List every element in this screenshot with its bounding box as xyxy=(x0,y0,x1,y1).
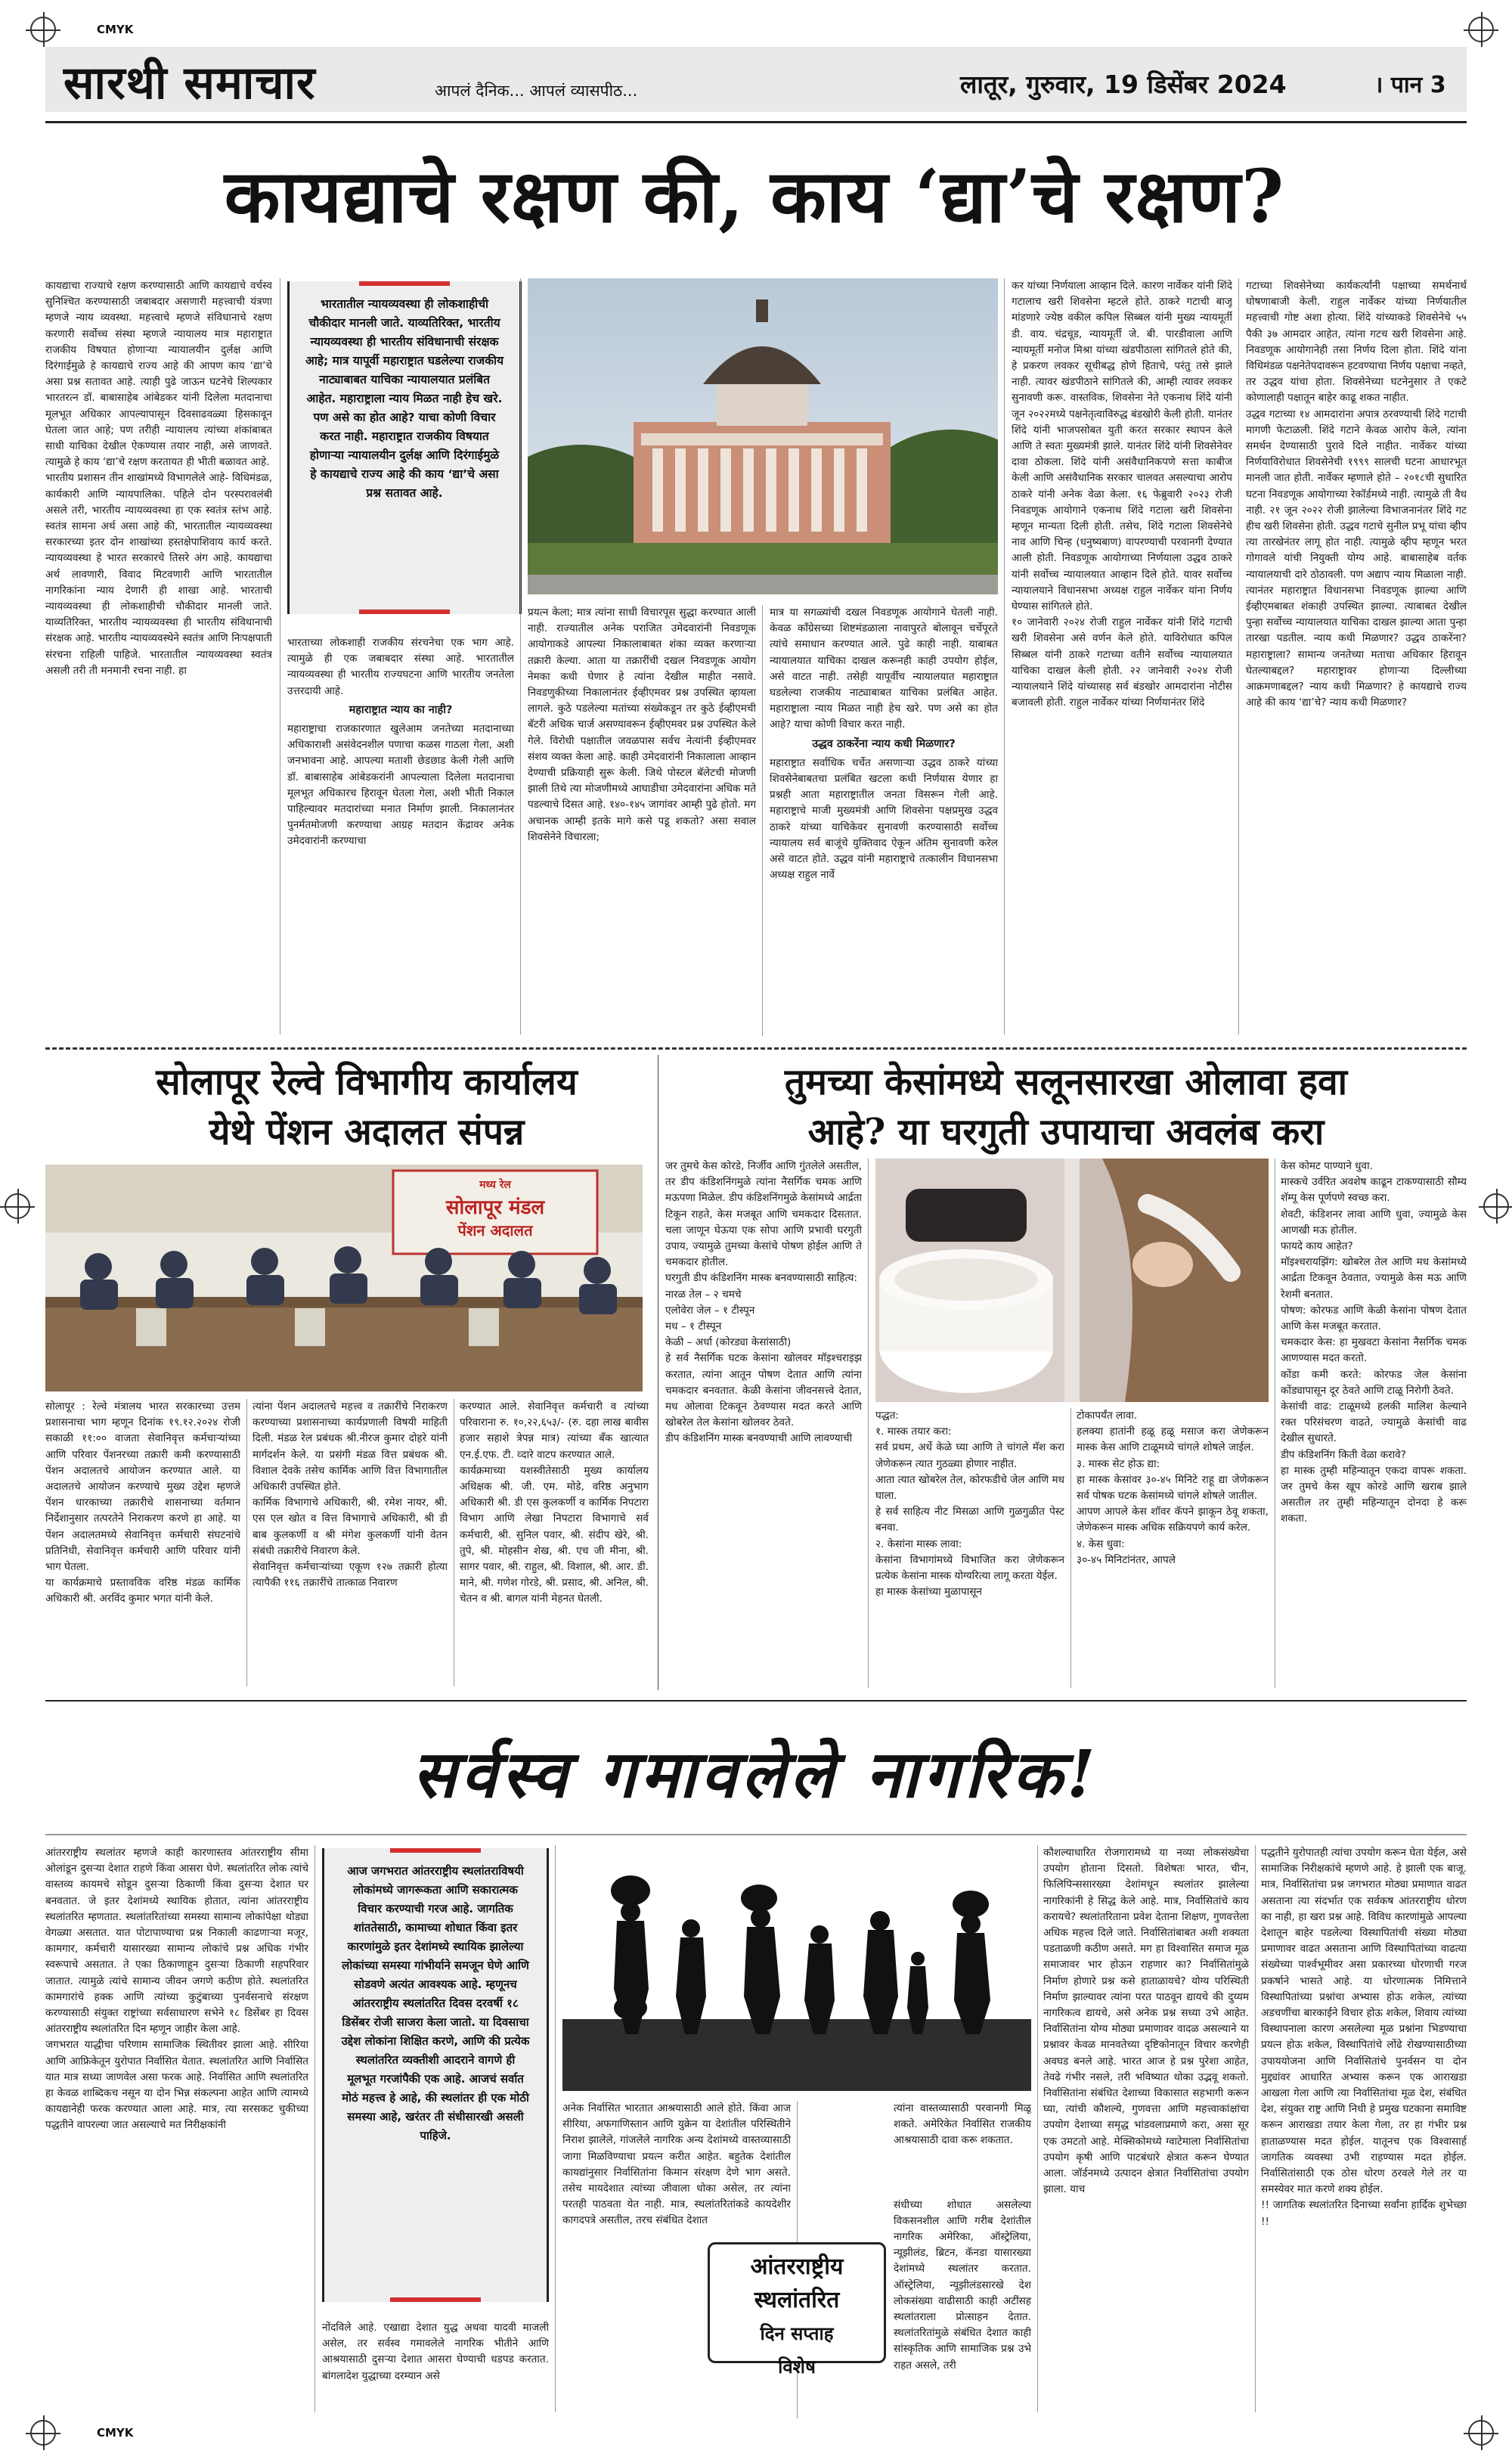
solapur-col-3: करण्यात आले. सेवानिवृत्त कर्मचारी व त्यांच्या परिवाराना रु. १०,२२,६५३/- (रु. दहा लाख बावीस हजार सहाशे त्रेपन्न मात्र) त्यांच्या बँक खात्यात एन.ई.एफ. टी. व्दारे वाटप करण्यात आले. कार्यक्रमाच्या यशस्वीतेसाठी मुख्य कार्यालय अधिक्षक श्री. जी. एम. मोडे, वरिष्ठ अनुभाग अधिकारी श्री. डी एस कुलकर्णी व कार्मिक निपटारा विभाग आणि लेखा निपटारा विभागाचे सर्व कर्मचारी, श्री. सुनिल पवार, श्री. संदीप खेरे, श्री. तुपे, श्री. मोहसीन शेख, श्री. एच जी मीना, श्री. सागर पवार, श्री. राहुल, श्री. विशाल, श्री. आर. डी. माने, श्री. गणेश गोरडे, श्री. प्रसाद, श्री. अनिल, श्री. चेतन व श्री. बागल यांनी मेहनत घेतली. xyxy=(460,1401,649,1605)
col-divider xyxy=(1070,1408,1071,1688)
hair-headline-line-2: आहे? या घरगुती उपायाचा अवलंब करा xyxy=(807,1111,1325,1153)
migrants-col-1: आंतरराष्ट्रीय स्थलांतर म्हणजे काही कारणास्तव आंतरराष्ट्रीय सीमा ओलांडून दुसऱ्या देशात राहणे किंवा आसरा घेणे. स्थलांतरित लोक त्यांचे वास्तव्य कायमचे सोडून दुसऱ्या ठिकाणी किंवा दुसऱ्या देशात घर बनवतात. जे इतर देशांमध्ये स्थायिक होतात, त्यांना आंतरराष्ट्रीय स्थलांतरित म्हणतात. स्थलांतरितांच्या समस्या सामान्य लोकांपेक्षा थोड्या वेगळ्या असतात. यात पोटापाण्याचा प्रश्न निकाली काढणाऱ्या मजूर, कामगार, कर्मचारी यासारख्या सामान्य लोकांचे प्रश्न अधिक गंभीर स्वरूपाचे असतात. ते एका ठिकाणाहून दुसऱ्या ठिकाणी सहपरिवार जातात. त्यामुळे त्यांचे सामान्य जीवन जगणे कठीण होते. स्थलांतरित कामगारांचे हक्क आणि त्यांच्या कुटुंबाच्या पुनर्वसनाचे संरक्षण करण्यासाठी संयुक्त राष्ट्रांच्या सर्वसाधारण सभेने १८ डिसेंबर हा दिवस आंतरराष्ट्रीय स्थलांतरित दिन म्हणून जाहीर केला आहे. जगभरात याद्धीचा परिणाम सामाजिक स्थितीवर झाला आहे. सीरिया आणि आफ्रिकेतून युरोपात निर्वासित येतात. स्थलांतरित आणि निर्वासित यात मात्र सध्या जाणवेल असा फरक आहे. निर्वासित आणि स्थलांतरित हा केवळ शाब्दिकच नसून या दोन भिन्न संकल्पना आहेत आणि त्यामध्ये कायद्यानेही फरक करण्यात आला आहे. मात्र, त्या सरसकट चुकीच्या पद्धतीने वापरल्या जात असल्याचे मत निरीक्षकांनी xyxy=(45,1847,308,2132)
banner-line-3: पेंशन अदालत xyxy=(457,1221,533,1239)
col-divider xyxy=(314,1845,315,2412)
col-divider xyxy=(1004,278,1005,1035)
pension-adalat-photo xyxy=(45,1165,643,1391)
solapur-headline-line-1: सोलापूर रेल्वे विभागीय कार्यालय xyxy=(156,1061,578,1103)
main-col4-para: मात्र या सगळ्यांची दखल निवडणूक आयोगाने घेतली नाही. केवळ काँग्रेसच्या शिष्टमंडळाला नावापुरते बोलावून चर्चेपूरते त्यांचे समाधान करण्यात आले. पुढे काही नाही. याबाबत न्यायालयात याचिका दाखल करूनही काही उपयोग होईल, असे वाटत नाही. तसेही यापूर्वीच न्यायालयात महाराष्ट्रात घडलेल्या राजकीय नाट्याबाबत याचिका प्रलंबित आहेत. महाराष्ट्राला न्याय मिळत नाही हेच खरे. पण असे का होत आहे? याचा कोणी विचार करत नाही. xyxy=(770,606,998,731)
hair-col-3: टोकापर्यंत लावा. हलक्या हातांनी हळू हळू मसाज करा जेणेकरून मास्क केस आणि टाळूमध्ये चांगले शोषले जाईल. ३. मास्क सेट होऊ द्या: हा मास्क केसांवर ३०-४५ मिनिटे राहू द्या जेणेकरून सर्व पोषक घटक केसांमध्ये चांगले शोषले जातील. आपण आपले केस शॉवर कॅपने झाकून ठेवू शकता, जेणेकरून मास्क अधिक सक्रियपणे कार्य करेल. ४. केस धुवा: ३०-४५ मिनिटांनंतर, आपले xyxy=(1077,1410,1269,1566)
migrants-col-5: कौशल्याधारित रोजगारामध्ये या नव्या लोकसंख्येचा उपयोग होताना दिसतो. विशेषतः भारत, चीन, फिलिपिन्ससारख्या देशांमधून स्थलांतर झालेल्या नागरिकांनी हे सिद्ध केले आहे. मात्र, निर्वासितांचे काय करायचे? स्थलांतरिताना प्रवेश देताना शिक्षण, गुणवत्तेला अधिक महत्त्व दिले जाते. निर्वासितांबाबत अशी शक्यता पडताळणी कठीण असते. मग हा विश्वासित समाज मूळ समाजावर भार होऊन राहणार का? निर्वासितांमुळे निर्माण होणारे प्रश्न कसे हाताळायचे? योग्य परिस्थिती निर्माण झाल्यावर त्यांना परत पाठवून द्यायचे की दुय्यम नागरिकत्व द्यायचे, असे अनेक प्रश्न सध्या उभे आहेत. निर्वासितांना योग्य मोठ्या प्रमाणावर वादळ असल्याने या प्रश्नावर केवळ मानवतेच्या दृष्टिकोनातून विचार करणेही अवघड बनले आहे. भारत आज हे प्रश्न पुरेशा आहेत, तेवढे गंभीर नसले, तरी भविष्यात धोका उद्भवू शकतो. निर्वासितांना संबंधित देशाच्या विकासात सहभागी करून घ्या, त्यांची कौशल्ये, गुणवत्ता आणि महत्त्वाकांक्षांचा उपयोग देशाच्या समृद्ध भांडवलाप्रमाणे करा, असा सूर एक उमटतो आहे. मेक्सिकोमध्ये ग्वाटेमाला निर्वासितांचा उपयोग कृषी आणि पाटबंधारे क्षेत्रात करून घेण्यात आला. जॉर्डनमध्ये उत्पादन क्षेत्रात निर्वासितांचा उपयोग झाला. याच xyxy=(1043,1847,1249,2196)
registration-mark-mid-right xyxy=(1483,1193,1509,1219)
col-divider xyxy=(1037,1845,1038,2412)
hair-headline-line-1: तुमच्या केसांमध्ये सलूनसारखा ओलावा हवा xyxy=(784,1061,1348,1103)
newspaper-brand: सारथी समाचार xyxy=(64,57,316,110)
solapur-headline-line-2: येथे पेंशन अदालत संपन्न xyxy=(209,1111,525,1153)
registration-mark-bottom-right xyxy=(1468,2420,1494,2446)
hair-col-1: जर तुमचे केस कोरडे, निर्जीव आणि गुंतलेले असतील, तर डीप कंडिशनिंगमुळे त्यांना नैसर्गिक चमक आणि मऊपणा मिळेल. डीप कंडिशनिंगमुळे केसांमध्ये आर्द्रता टिकून राहते, केस मजबूत आणि चमकदार दिसतात. चला जाणून घेऊया एक सोपा आणि प्रभावी घरगुती उपाय, ज्यामुळे तुमच्या केसांचे पोषण होईल आणि ते चमकदार होतील. घरगुती डीप कंडिशनिंग मास्क बनवण्यासाठी साहित्य: नारळ तेल – २ चमचे एलोवेरा जेल – १ टीस्पून मध – १ टीस्पून केळी – अर्धा (कोरड्या केसांसाठी) हे सर्व नैसर्गिक घटक केसांना खोलवर मॉइश्चराइझ करतात, त्यांना आतून पोषण देतात आणि त्यांना चमकदार बनवतात. केळी केसांना जीवनसत्त्वे देतात, मध ओलावा टिकवून ठेवण्यास मदत करते आणि खोबरेल तेल केसांना खोलवर ठेवते. डीप कंडिशनिंग मास्क बनवण्याची आणि लावण्याची xyxy=(665,1160,862,1445)
col-divider xyxy=(1238,278,1239,1035)
main-headline: कायद्याचे रक्षण की, काय ‘द्या’चे रक्षण? xyxy=(224,154,1285,239)
box-label-line-1: आंतरराष्ट्रीय xyxy=(750,2254,844,2280)
banner-line-1: मध्य रेल xyxy=(479,1179,511,1191)
main-article-col-3: प्रयत्न केला; मात्र त्यांना साधी विचारपूस सुद्धा करण्यात आली नाही. राज्यातील अनेक पराजित उमेदवारांनी निवडणूक आयोगाकडे आपल्या निकालाबाबत शंका व्यक्त करणाऱ्या तक्रारी केल्या. आता या तक्रारींची दखल निवडणूक आयोग नेमका कधी घेणार हे त्यांना देखील माहीत नसावे. निवडणुकीच्या निकालानंतर ईव्हीएमवर प्रश्न उपस्थित व्हायला लागले. कुठे पडलेल्या मतांच्या संख्येकडून तर कुठे ईव्हीएमची बॅटरी अधिक चार्ज असण्यावरून ईव्हीएमवर प्रश्न उपस्थित केले गेले. विरोधी पक्षातील जवळपास सर्वच नेत्यांनी ईव्हीएमवर संशय व्यक्त केला आहे. काही उमेदवारांनी निकालाला आव्हान देण्याची प्रक्रियाही सुरू केली. जिथे पोस्टल बॅलेटची मोजणी झाली तिथे त्या मोजणीमध्ये आघाडीचा उमेदवारांना अधिक मते पडल्याचे दिसत आहे. १४०-१४५ जागांवर आम्ही पुढे होतो. मग अचानक आम्ही इतके मागे कसे पडू शकतो? असा सवाल शिवसेनेने विचारला; xyxy=(528,606,756,843)
main-article-col-6: गटाच्या शिवसेनेच्या कार्यकर्त्यांनी पक्षाच्या समर्थनार्थ घोषणाबाजी केली. राहुल नार्वेकर यांच्या निर्णयातील महत्त्वाची गोष्ट अशा होत्या. शिंदे यांच्याकडे शिवसेनेचे ५५ पैकी ३७ आमदार आहेत, त्यांना गटच खरी शिवसेना आहे. निवडणूक आयोगानेही तसा निर्णय दिला होता. शिंदे यांना विधिमंडळ पक्षनेतेपदावरून हटवण्याचा निर्णय पक्षाचा नव्हते, तर उद्धव यांचा होता. शिवसेनेच्या घटनेनुसार ते एकटे कोणालाही पक्षातून बाहेर काढू शकत नाहीत. उद्धव गटाच्या १४ आमदारांना अपात्र ठरवण्याची शिंदे गटाची मागणी फेटाळली. शिंदे गटाने केवळ आरोप केले, त्यांना समर्थन देण्यासाठी पुरावे दिले नाहीत. नार्वेकर यांच्या निर्णयाविरोधात शिवसेनेची १९९९ सालची घटना आधारभूत मानली जात होती. नार्वेकर म्हणाले होते – २०१८ची सुधारित घटना निवडणूक आयोगाच्या रेकॉर्डमध्ये नाही. त्यामुळे ती वैध नाही. २१ जून २०२२ रोजी झालेल्या विभाजनानंतर शिंदे गट हीच खरी शिवसेना होती. उद्धव गटाचे सुनील प्रभू यांचा व्हीप त्या तारखेनंतर लागू होत नाही. त्यामुळे व्हीप म्हणून भरत गोगावले यांची नियुक्ती योग्य आहे. बाबासाहेब वर्तक न्यायालयाची दारे ठोठावली. पण अद्याप न्याय मिळाला नाही. त्यानंतर महाराष्ट्रात विधानसभा निवडणूक झाल्या आणि ईव्हीएमबाबत शंकाही उपस्थित झाल्या. त्याबाबत देखील पुन्हा सर्वोच्च न्यायालयात याचिका दाखल झाल्या आता पुन्हा तारखा पडतील. न्याय कधी मिळणार? उद्धव ठाकरेंना? महाराष्ट्राला? सामान्य जनतेच्या मताचा अधिकार हिरावून घेतल्याबद्दल? महाराष्ट्रावर होणाऱ्या दिल्लीच्या आक्रमणाबद्दल? न्याय कधी मिळणार? हे कायद्याचे राज्य आहे की काय ‘द्या’चे? न्याय कधी मिळणार? xyxy=(1246,280,1467,709)
main-article-col-5: कर यांच्या निर्णयाला आव्हान दिले. कारण नार्वेकर यांनी शिंदे गटालाच खरी शिवसेना म्हटले होते. ठाकरे गटाची बाजू मांडणारे ज्येष्ठ वकील कपिल सिब्बल यांनी मुख्य न्यायमूर्ती डी. वाय. चंद्रचूड, न्यायमूर्ती जे. बी. पारडीवाला आणि न्यायमूर्ती मनोज मिश्रा यांच्या खंडपीठाला सांगितले होते की, हे प्रकरण लवकर सूचीबद्ध होणे हिताचे, परंतु तसे झाले नाही. त्यावर खंडपीठाने सांगितले की, आम्ही त्यावर लवकर सुनावणी करू. वास्तविक, शिवसेना नेते एकनाथ शिंदे यांनी जून २०२२मध्ये पक्षनेतृत्वाविरुद्ध बंडखोरी केली होती. यानंतर शिंदे यांनी भाजपसोबत युती करत सरकार स्थापन केले आणि ते स्वतः मुख्यमंत्री झाले. यानंतर शिंदे यांनी शिवसेनेवर दावा ठोकला. शिंदे यांनी असंवैधानिकपणे सत्ता काबीज केली आणि असंवैधानिक सरकार चालवत असल्याचा आरोप ठाकरे यांनी अनेक वेळा केला. १६ फेब्रुवारी २०२३ रोजी निवडणूक आयोगाने एकनाथ शिंदे गटाला खरी शिवसेना म्हणून मान्यता दिली होती. तसेच, शिंदे गटाला शिवसेनेचे नाव आणि चिन्ह (धनुष्यबाण) वापरण्याची परवानगी देण्यात आली होती. निवडणूक आयोगाच्या निर्णयाला उद्धव ठाकरे यांनी सर्वोच्च न्यायालयात आव्हान दिले होते. यावर सर्वोच्च न्यायालयाने विधानसभा अध्यक्ष राहुल नार्वेकर यांना निर्णय घेण्यास सांगितले होते. १० जानेवारी २०२४ रोजी राहुल नार्वेकर यांनी शिंदे गटाची खरी शिवसेना असे वर्णन केले होते. याविरोधात कपिल सिब्बल यांनी ठाकरे गटाच्या वतीने सर्वोच्च न्यायालयात याचिका दाखल केली होती. २२ जानेवारी २०२४ रोजी न्यायालयाने शिंदे यांच्यासह सर्व बंडखोर आमदारांना नोटीस बजावली होती. राहुल नार्वेकर यांच्या निर्णयानंतर शिंदे xyxy=(1012,280,1232,709)
migrants-col-3: अनेक निर्वासित भारतात आश्रयासाठी आले होते. किंवा आज सीरिया, अफगाणिस्तान आणि युक्रेन या देशांतील परिस्थितीने निराश झालेले, गांजलेले नागरिक अन्य देशांमध्ये वास्तव्यासाठी जागा मिळविण्याचा प्रयत्न करीत आहेत. बहुतेक देशांतील कायद्यांनुसार निर्वासितांना किमान संरक्षण देणे भाग असते. तसेच मायदेशात त्यांच्या जीवाला धोका असेल, तर त्यांना परतही पाठवता येत नाही. मात्र, स्थलांतरितांकडे कायदेशीर कागदपत्रे असतील, तरच संबंधित देशात xyxy=(562,2102,791,2227)
col-divider xyxy=(520,278,521,1035)
hair-col-2: पद्धत: १. मास्क तयार करा: सर्व प्रथम, अर्धे केळे घ्या आणि ते चांगले मॅश करा जेणेकरून त्यात गुठळ्या होणार नाहीत. आता त्यात खोबरेल तेल, कोरफडीचे जेल आणि मध घाला. हे सर्व साहित्य नीट मिसळा आणि गुळगुळीत पेस्ट बनवा. २. केसांना मास्क लावा: केसांना विभागांमध्ये विभाजित करा जेणेकरून प्रत्येक केसांना मास्क योग्यरित्या लागू करता येईल. हा मास्क केसांच्या मुळापासून xyxy=(875,1410,1064,1599)
newspaper-tagline: आपलं दैनिक... आपलं व्यासपीठ... xyxy=(435,82,638,100)
col-divider xyxy=(246,1399,247,1686)
banner-text xyxy=(401,1174,590,1242)
solapur-headline xyxy=(45,1057,688,1157)
hair-mask-illustration xyxy=(875,1159,1269,1402)
headline-rule xyxy=(45,1834,1467,1835)
international-migrants-day-box xyxy=(708,2242,886,2378)
registration-mark-bottom-left xyxy=(30,2420,56,2446)
main-article-col-2 xyxy=(287,635,514,1044)
page-number: । पान 3 xyxy=(1374,72,1446,98)
section-divider xyxy=(45,1047,1467,1050)
col-divider xyxy=(868,1159,869,1688)
main-article-pullquote: भारतातील न्यायव्यवस्था ही लोकशाहीची चौकीदार मानली जाते. याव्यतिरिक्त, भारतीय न्यायव्यवस्था ही भारतीय संविधानाची संरक्षक आहे; मात्र यापूर्वी महाराष्ट्रात घडलेल्या राजकीय नाट्याबाबत याचिका न्यायालयात प्रलंबित आहेत. महाराष्ट्राला न्याय मिळत नाही हेच खरे. पण असे का होत आहे? याचा कोणी विचार करत नाही. महाराष्ट्रात राजकीय विषयात होणाऱ्या न्यायालयीन दुर्लक्ष आणि दिरंगाईमुळे हे कायद्याचे राज्य आहे की काय ‘द्या’चे असा प्रश्न सतावत आहे. xyxy=(287,281,522,614)
hair-headline xyxy=(665,1057,1467,1157)
migrants-col-6: पद्धतीने युरोपातही त्यांचा उपयोग करून घेता येईल, असे सामाजिक निरीक्षकांचे म्हणणे आहे. हे झाली एक बाजू. मात्र, निर्वासितांचा प्रश्न जगभरात मोठ्या प्रमाणात वाढत असताना त्या संदर्भात एक सर्वकष आंतरराष्ट्रीय धोरण का नाही, हा खरा प्रश्न आहे. विविध कारणांमुळे आपल्या देशातून बाहेर पडलेल्या विस्थापितांची संख्या मोठ्या प्रमाणावर वाढत असताना आणि विस्थापितांच्या वाढत्या संख्येच्या पार्श्वभूमीवर असा प्रकारच्या धोरणाची गरज प्रकर्षाने भासते आहे. या धोरणात्मक निमित्ताने विस्थापितांच्या प्रश्नांचा अभ्यास होऊ शकेल, त्यांच्या अडचणींचा बारकाईने विचार होऊ शकेल, शिवाय त्यांच्या विस्थापनाला कारण असलेल्या मूळ प्रश्नांना भिडण्याचा प्रयत्न होऊ शकेल, विस्थापितांचे लोंढे रोखण्यासाठीच्या उपाययोजना आणि निर्वासितांचे पुनर्वसन या दोन मुद्द्यांवर आधारित अभ्यास करून एक आराखडा आखला गेला आणि त्या निर्वासितांचा मूळ देश, संबंधित देश, संयुक्त राष्ट्र आणि निधी हे प्रमुख घटकाना समाविष्ट करून आराखडा तयार केला गेला, तर हा गंभीर प्रश्न हाताळण्यास मदत होईल. यातूनच एक विश्वासार्ह जागतिक व्यवस्था उभी राहण्यास मदत होईल. निर्वासितांसाठी एक ठोस धोरण ठरवले गेले तर या समस्येवर मात करणे शक्य होईल. !! जागतिक स्थलांतरित दिनाच्या सर्वांना हार्दिक शुभेच्छा !! xyxy=(1261,1847,1467,2228)
box-label-line-2: स्थलांतरित xyxy=(754,2287,840,2313)
solapur-col-2: त्यांना पेंशन अदालतचे महत्त्व व तक्रारींचे निराकरण करण्याच्या प्रशासनाच्या कार्यप्रणाली विषयी माहिती दिली. मंडळ रेल प्रबंधक श्री.नीरज कुमार दोहरे यांनी मार्गदर्शन केले. या प्रसंगी मंडळ वित्त प्रबंधक श्री. विशाल देवके तसेच कार्मिक आणि वित्त विभागातील अधिकारी उपस्थित होते. कार्मिक विभागाचे अधिकारी, श्री. रमेश नायर, श्री. एस एल खोत व वित्त विभागाचे अधिकारी, श्री डी बाब कुलकर्णी व श्री मंगेश कुलकर्णी यांनी वेतन संबंधी तक्रारीचे निवारण केले. सेवानिवृत्त कर्मचाऱ्यांच्या एकूण १२७ तक्रारी होत्या त्यापैकी ११६ तक्रारींचे तात्काळ निवारण xyxy=(253,1401,448,1590)
registration-mark-mid-left xyxy=(5,1193,30,1219)
migrants-headline: सर्वस्व गमावलेले नागरिक! xyxy=(412,1736,1100,1813)
supreme-court-photo xyxy=(528,278,998,594)
col-divider xyxy=(762,605,763,1036)
col-divider xyxy=(555,1845,556,2412)
registration-mark-top-right xyxy=(1468,17,1494,42)
migrants-pullquote: आज जगभरात आंतरराष्ट्रीय स्थलांतराविषयी लोकांमध्ये जागरूकता आणि सकारात्मक विचार करण्याची गरज आहे. जागतिक शांततेसाठी, कामाच्या शोधात किंवा इतर कारणांमुळे इतर देशांमध्ये स्थायिक झालेल्या लोकांच्या समस्या गांभीर्याने समजून घेणे आणि सोडवणे अत्यंत आवश्यक आहे. म्हणूनच आंतरराष्ट्रीय स्थलांतरित दिवस दरवर्षी १८ डिसेंबर रोजी साजरा केला जातो. या दिवसाचा उद्देश लोकांना शिक्षित करणे, आणि की प्रत्येक स्थलांतरित व्यक्तीशी आदराने वागणे ही मूलभूत गरजांपैकी एक आहे. आजचं सर्वात मोठं महत्त्व हे आहे, की स्थलांतर ही एक मोठी समस्या आहे, खरंतर ती संधीसारखी असली पाहिजे. xyxy=(322,1848,549,2302)
cmyk-label-top: CMYK xyxy=(97,23,134,36)
dateline: लातूर, गुरुवार, 19 डिसेंबर 2024 xyxy=(960,70,1287,99)
main-col2-para: भारताच्या लोकशाही राजकीय संरचनेचा एक भाग आहे. त्यामुळे ही एक जबाबदार संस्था आहे. भारतातील न्यायव्यवस्था ही भारतीय राज्यघटना आणि भारतीय जनतेला उत्तरदायी आहे. xyxy=(287,637,514,697)
main-col2-subhead: महाराष्ट्रात न्याय का नाही? xyxy=(349,703,453,716)
migrants-silhouette-photo xyxy=(562,1845,1031,2091)
box-label-line-4: विशेष xyxy=(778,2356,816,2378)
supreme-court-illustration xyxy=(528,278,998,594)
main-article-col-1: कायद्याचा राज्याचे रक्षण करण्यासाठी आणि कायद्याचे वर्चस्व सुनिश्चित करण्यासाठी जबाबदार असणारी महत्त्वाची यंत्रणा म्हणजे न्याय व्यवस्था. महत्त्वाचे म्हणजे संविधानाचे रक्षण करणारी सर्वोच्च संस्था म्हणजे न्यायालय मात्र महाराष्ट्रात राजकीय विषयात होणाऱ्या न्यायालयीन दुर्लक्ष आणि दिरंगाईमुळे हे कायद्याचे राज्य आहे की आपण काय ‘द्या’चे असा प्रश्न सतावत आहे. त्याही पुढे जाऊन घटनेचे शिल्पकार भारतरत्न डॉ. बाबासाहेब आंबेडकर यांनी दिलेला मतदानाचा मूलभूत अधिकार आपल्यापासून दिवसाढवळ्या हिसकावून घेतला जात आहे; पण तरीही न्यायालय त्यांच्या शंकांबाबत साधी याचिका देखील ऐकण्यास तयार नाही, असे जाणवते. त्यामुळे हे काय ‘द्या’चे रक्षण करतायत ही भीती बळावत आहे. भारतीय प्रशासन तीन शाखांमध्ये विभागलेले आहे- विधिमंडळ, कार्यकारी आणि न्यायपालिका. पहिले दोन परस्परावलंबी असले तरी, भारतीय न्यायव्यवस्था हा एक स्वतंत्र स्तंभ आहे. स्वतंत्र सामना अर्थ असा आहे की, भारतातील न्यायव्यवस्था सरकारच्या इतर दोन शाखांच्या हस्तक्षेपाशिवाय कार्य करते. न्यायव्यवस्था हे भारत सरकारचे तिसरे अंग आहे. कायद्याचा अर्थ लावणारी, विवाद मिटवणारी आणि भारतातील नागरिकांना न्याय देणारी ही शाखा आहे. भारताची न्यायव्यवस्था ही लोकशाहीची चौकीदार मानली जाते. याव्यतिरिक्त, भारतीय न्यायव्यवस्था ही भारतीय संविधानाची संरक्षक आहे. भारतीय न्यायव्यवस्थेने स्वतंत्र आणि निःपक्षपाती संरचना राहिली पाहिजे. भारतातील न्यायव्यवस्था स्वतंत्र असली तरी ती मनमानी रचना नाही. हा xyxy=(45,280,272,677)
cmyk-label-bottom: CMYK xyxy=(97,2426,134,2440)
refugees-illustration xyxy=(562,1845,1031,2091)
main-col4-subhead: उद्धव ठाकरेंना न्याय कधी मिळणार? xyxy=(812,737,956,750)
hair-care-photo xyxy=(875,1159,1269,1402)
main-col4-para-2: महाराष्ट्रात सर्वाधिक चर्चेत असणाऱ्या उद्धव ठाकरे यांच्या शिवसेनेबाबतचा प्रलंबित खटला कधी निर्णयास येणार हा प्रश्नही आता महाराष्ट्रातील जनता विसरून गेली आहे. महाराष्ट्राचे माजी मुख्यमंत्री आणि शिवसेना पक्षप्रमुख उद्धव ठाकरे यांच्या याचिकेवर सुनावणी करण्यासाठी सर्वोच्च न्यायालय सर्व बाजूंचे युक्तिवाद ऐकून अंतिम सुनावणी करेल असे वाटत होते. उद्धव यांनी महाराष्ट्राचे तत्कालीन विधानसभा अध्यक्ष राहुल नार्वे xyxy=(770,756,998,882)
masthead-rule xyxy=(45,121,1467,123)
box-label-line-3: दिन सप्ताह xyxy=(760,2323,834,2344)
col-divider xyxy=(1255,1845,1256,2412)
section-divider xyxy=(45,1700,1467,1702)
main-article-col-4 xyxy=(770,605,998,1044)
migrants-col-2: नोंदविले आहे. एखाद्या देशात युद्ध अथवा यादवी माजली असेल, तर सर्वस्व गमावलेले नागरिक भीतीने आणि आश्रयासाठी दुसऱ्या देशात आसरा घेण्याची धडपड करतात. बांगलादेश युद्धाच्या दरम्यान असे xyxy=(322,2322,549,2382)
banner-line-2: सोलापूर मंडल xyxy=(445,1196,545,1219)
hair-col-4: केस कोमट पाण्याने धुवा. मास्कचे उर्वरित अवशेष काढून टाकण्यासाठी सौम्य शॅम्पू केस पूर्णपणे स्वच्छ करा. शेवटी, कंडिशनर लावा आणि धुवा, ज्यामुळे केस आणखी मऊ होतील. फायदे काय आहेत? मॉइश्चरायझिंग: खोबरेल तेल आणि मध केसांमध्ये आर्द्रता टिकवून ठेवतात, ज्यामुळे केस मऊ आणि रेशमी बनतात. पोषण: कोरफड आणि केळी केसांना पोषण देतात आणि केस मजबूत करतात. चमकदार केस: हा मुखवटा केसांना नैसर्गिक चमक आणण्यास मदत करतो. कोंडा कमी करते: कोरफड जेल केसांना कोंड्यापासून दूर ठेवते आणि टाळू निरोगी ठेवते. केसांची वाढ: टाळूमध्ये हलकी मालिश केल्याने रक्त परिसंचरण वाढते, ज्यामुळे केसांची वाढ देखील सुधारते. डीप कंडिशनिंग किती वेळा करावे? हा मास्क तुम्ही महिन्यातून एकदा वापरू शकता. जर तुमचे केस खूप कोरडे आणि खराब झाले असतील तर तुम्ही महिन्यातून दोनदा हे करू शकता. xyxy=(1281,1160,1467,1525)
registration-mark-top-left xyxy=(30,17,56,42)
migrants-col4-bottom: संधीच्या शोधात असलेल्या विकसनशील आणि गरीब देशांतील नागरिक अमेरिका, ऑस्ट्रेलिया, न्यूझीलंड, ब्रिटन, कॅनडा यासारख्या देशांमध्ये स्थलांतर करतात. ऑस्ट्रेलिया, न्यूझीलंडसारखे देश लोकसंख्या वाढीसाठी काही अटींसह स्थलांतराला प्रोत्साहन देतात. स्थलांतरितांमुळे संबंधित देशात काही सांस्कृतिक आणि सामाजिक प्रश्न उभे राहत असले, तरी xyxy=(894,2198,1031,2372)
migrants-col4-top: त्यांना वास्तव्यासाठी परवानगी मिळू शकते. अमेरिकेत निर्वासित राजकीय आश्रयासाठी दावा करू शकतात. xyxy=(894,2102,1031,2147)
solapur-col-1: सोलापूर : रेल्वे मंत्रालय भारत सरकारच्या उत्तम प्रशासनाचा भाग म्हणून दिनांक १९.१२.२०२४ रोजी सकाळी ११:०० वाजता सेवानिवृत्त कर्मचाऱ्यांच्या आणि परिवार पेंशनरच्या तक्रारी कमी करण्यासाठी पेंशन अदालतचे आयोजन करण्यात आले. या अदालतचे आयोजन करण्याचे मुख्य उद्देश म्हणजे पेंशन धारकाच्या तक्रारीचे शासनाच्या वर्तमान निर्देशानुसार तत्परतेने निराकरण करणे हा आहे. या पेंशन अदालतमध्ये सेवानिवृत्त कर्मचारी संघटनांचे प्रतिनिधी, सेवानिवृत्त कर्मचारी आणि परिवार यांनी भाग घेतला. या कार्यक्रमाचे प्रस्तावविक वरिष्ठ मंडळ कार्मिक अधिकारी श्री. अरविंद कुमार भगत यांनी केले. xyxy=(45,1401,240,1605)
main-col2-para-2: महाराष्ट्राचा राजकारणात खुलेआम जनतेच्या मतदानाच्या अधिकाराशी असंवेदनशील पणाचा कळस गाठला गेला, अशी जनभावना आहे. आपल्या मताशी छेडछाड केली गेली आणि डॉ. बाबासाहेब आंबेडकरांनी आपल्याला दिलेला मतदानाचा मूलभूत अधिकारच हिरावून घेतला गेला, अशी भीती निकाल पाहिल्यावर मतदारांच्या मनात निर्माण झाली. निकालानंतर पुनर्मतमोजणी करण्याचा आग्रह मतदान केंद्रावर अनेक उमेदवारांनी करण्याचा xyxy=(287,723,514,848)
